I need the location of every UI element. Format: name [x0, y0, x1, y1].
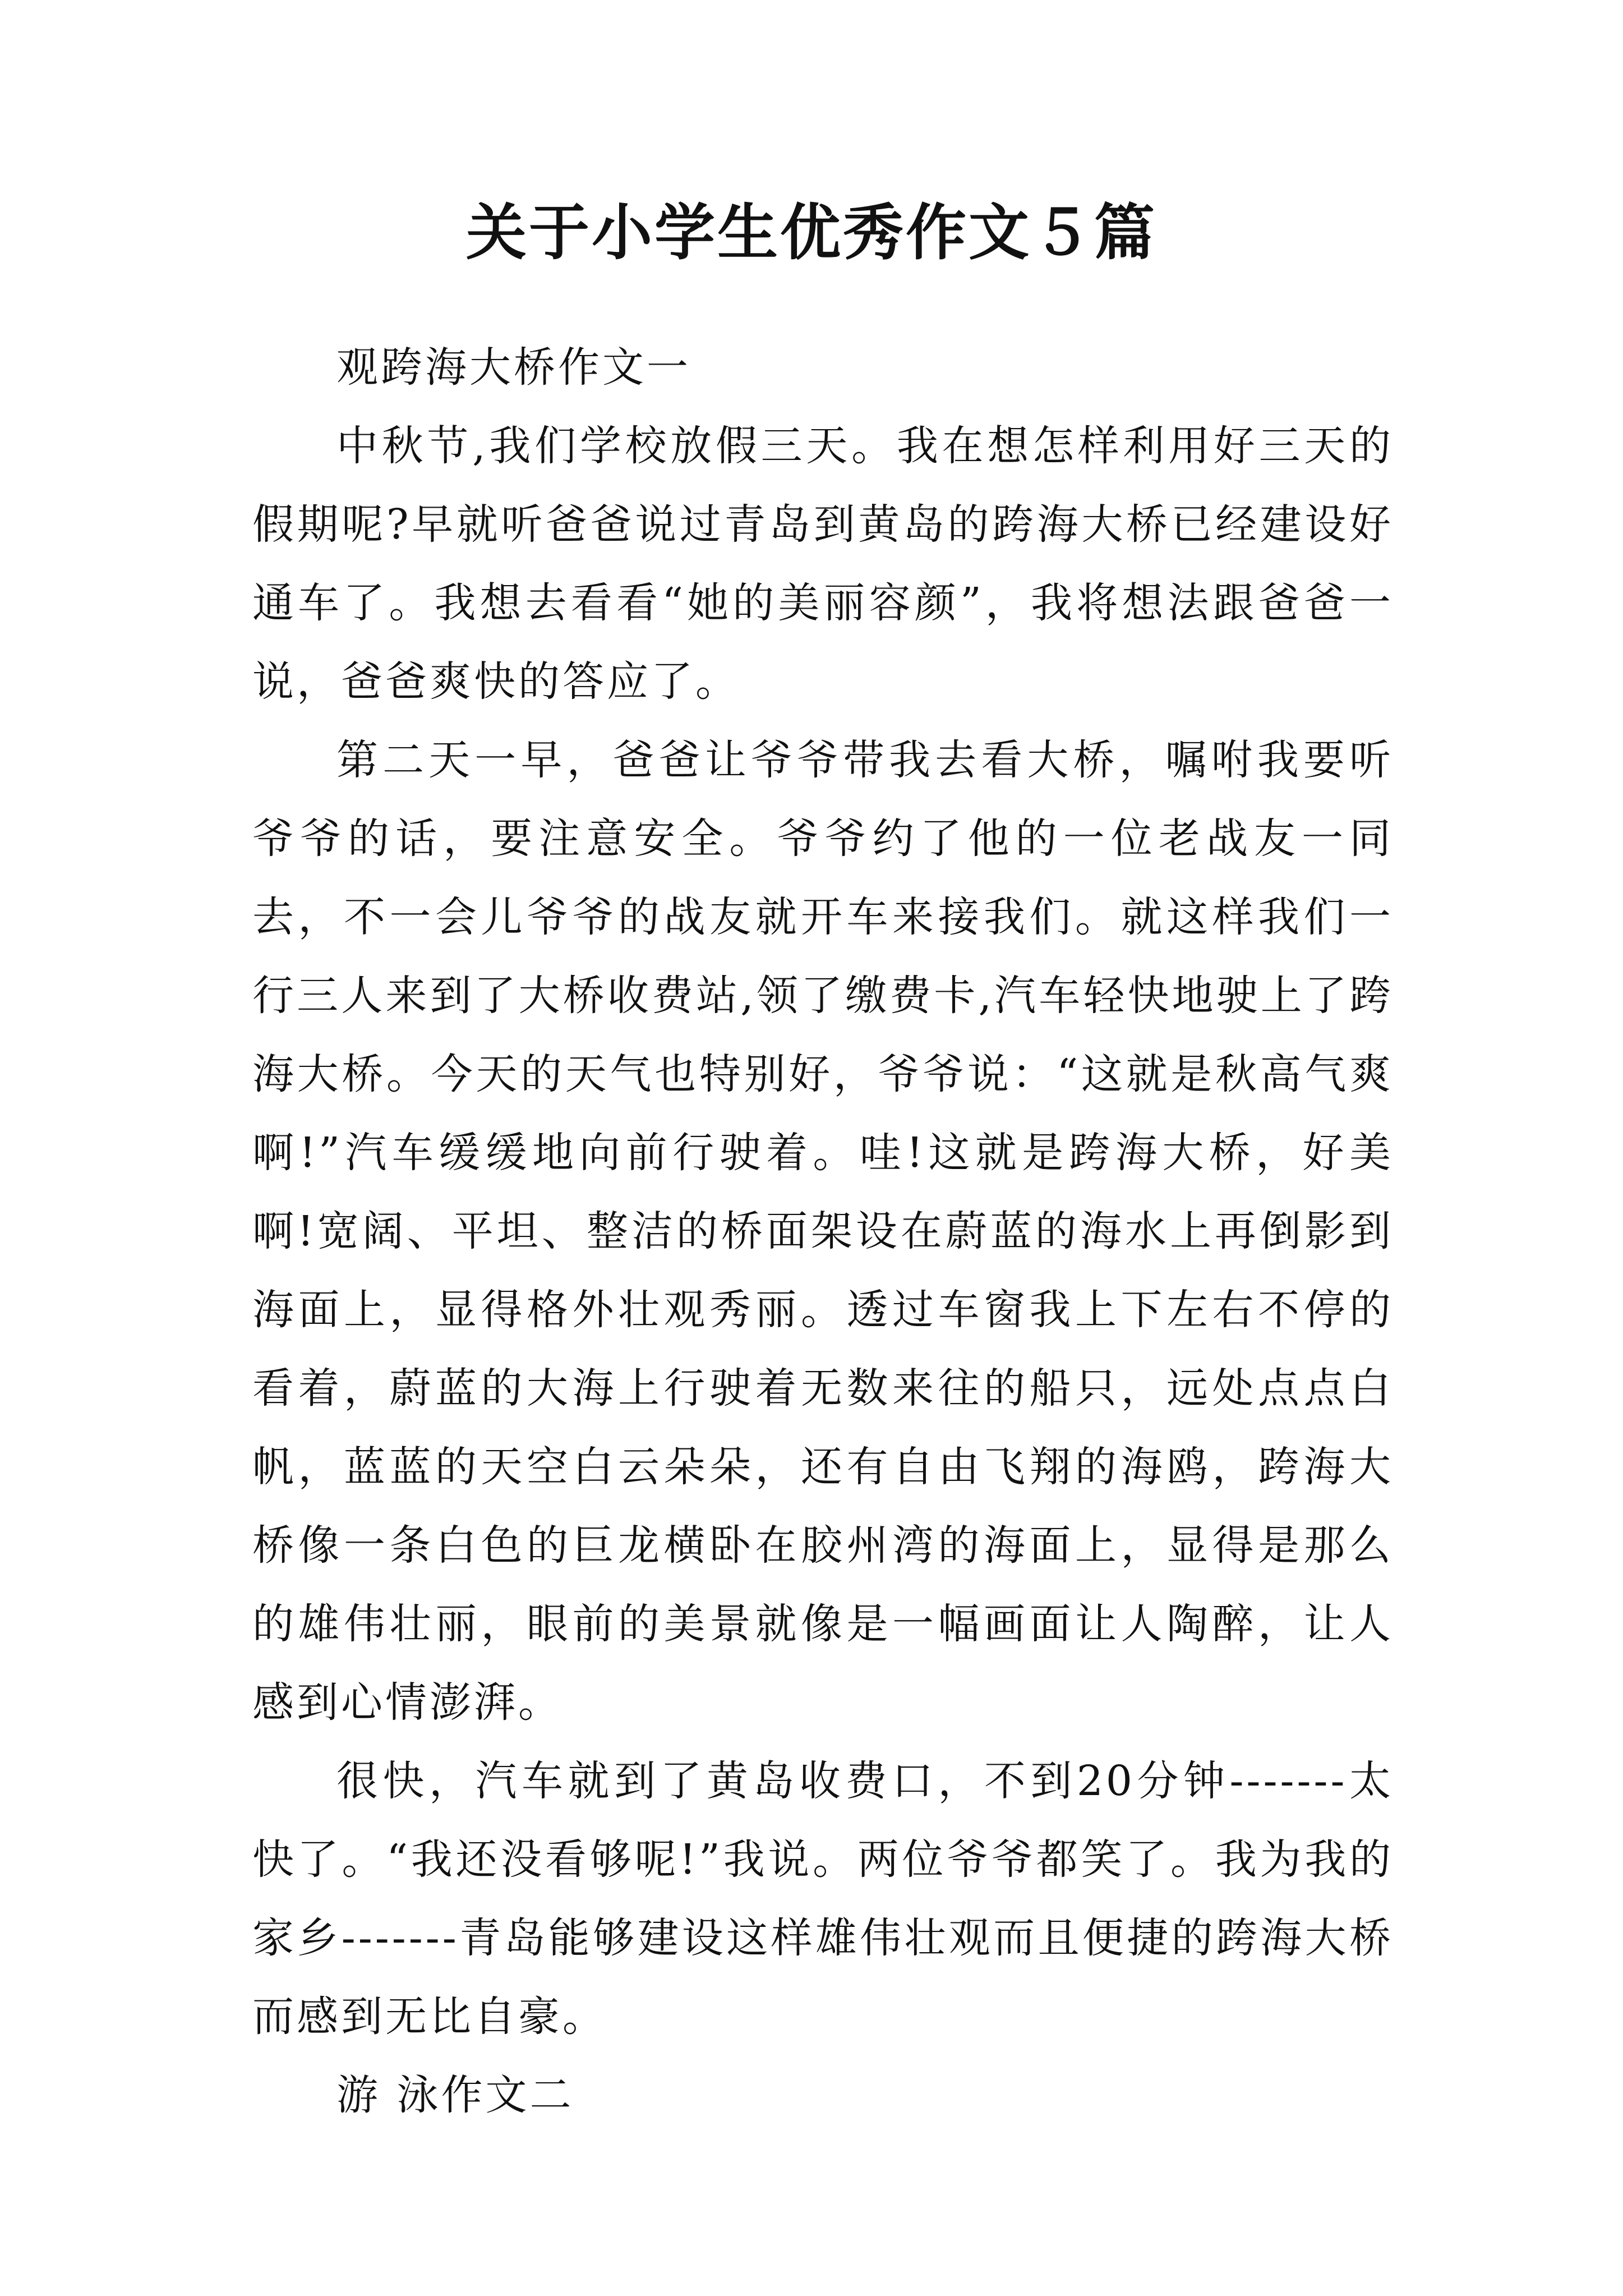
document-title: 关于小学生优秀作文５篇: [465, 197, 1157, 268]
section-heading-1: 观跨海大桥作文一: [336, 343, 691, 392]
paragraph-2: 第二天一早，爸爸让爷爷带我去看大桥，嘱咐我要听爷爷的话，要注意安全。爷爷约了他的一位老战友一同去，不一会儿爷爷的战友就开车来接我们。就这样我们一行三人来到了大桥收费站,领了缴费卡,汽车轻快地驶上了跨海大桥。今天的天气也特别好，爷爷说：“这就是秋高气爽啊!”汽车缓缓地向前行驶着。哇!这就是跨海大桥，好美啊!宽阔、平坦、整洁的桥面架设在蔚蓝的海水上再倒影到海面上，显得格外壮观秀丽。透过车窗我上下左右不停的看着，蔚蓝的大海上行驶着无数来往的船只，远处点点白帆，蓝蓝的天空白云朵朵，还有自由飞翔的海鸥，跨海大桥像一条白色的巨龙横卧在胶州湾的海面上，显得是那么的雄伟壮丽，眼前的美景就像是一幅画面让人陶醉，让人感到心情澎湃。: [252, 736, 1394, 1727]
section-heading-2: 游 泳作文二: [336, 2071, 574, 2119]
paragraph-1: 中秋节,我们学校放假三天。我在想怎样利用好三天的假期呢?早就听爸爸说过青岛到黄岛的跨海大桥已经建设好通车了。我想去看看“她的美丽容颜”，我将想法跟爸爸一说，爸爸爽快的答应了。: [252, 422, 1394, 706]
paragraph-3: 很快，汽车就到了黄岛收费口，不到20分钟-------太快了。“我还没看够呢!”我说。两位爷爷都笑了。我为我的家乡-------青岛能够建设这样雄伟壮观而且便捷的跨海大桥而感到无比自豪。: [252, 1757, 1394, 2041]
document-body: [252, 328, 1394, 2134]
